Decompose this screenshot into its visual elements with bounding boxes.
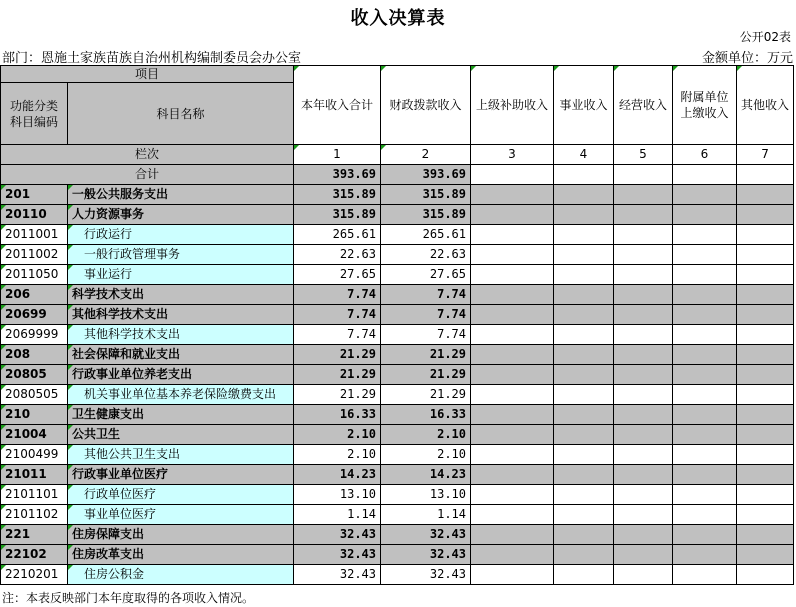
row-name: 事业运行 — [68, 265, 294, 285]
row-value-7 — [737, 285, 794, 305]
row-value-6 — [673, 225, 737, 245]
row-value-3 — [471, 345, 554, 365]
row-code: 221 — [1, 525, 68, 545]
row-value-1: 2.10 — [294, 425, 381, 445]
col-num-7: 7 — [737, 145, 794, 165]
header-col-4: 事业收入 — [554, 66, 614, 145]
row-value-4 — [554, 505, 614, 525]
table-row — [1, 285, 794, 305]
table-row — [1, 485, 794, 505]
row-code: 2011050 — [1, 265, 68, 285]
row-value-6 — [673, 445, 737, 465]
row-value-3 — [471, 265, 554, 285]
row-name: 住房公积金 — [68, 565, 294, 585]
row-value-4 — [554, 305, 614, 325]
row-code: 20110 — [1, 205, 68, 225]
row-value-1: 16.33 — [294, 405, 381, 425]
row-value-4 — [554, 525, 614, 545]
row-value-7 — [737, 245, 794, 265]
header-col-2: 财政拨款收入 — [381, 66, 471, 145]
total-value-7 — [737, 165, 794, 185]
row-value-3 — [471, 485, 554, 505]
row-value-5 — [614, 345, 673, 365]
row-value-1: 1.14 — [294, 505, 381, 525]
total-label: 合计 — [1, 165, 294, 185]
row-name: 人力资源事务 — [68, 205, 294, 225]
row-value-1: 14.23 — [294, 465, 381, 485]
row-name: 科学技术支出 — [68, 285, 294, 305]
table-row — [1, 425, 794, 445]
total-value-2: 393.69 — [381, 165, 471, 185]
row-value-2: 21.29 — [381, 385, 471, 405]
row-value-7 — [737, 425, 794, 445]
row-value-1: 315.89 — [294, 205, 381, 225]
row-name: 行政事业单位医疗 — [68, 465, 294, 485]
department-label: 部门：恩施土家族苗族自治州机构编制委员会办公室 — [2, 51, 302, 66]
row-value-6 — [673, 505, 737, 525]
row-value-4 — [554, 325, 614, 345]
table-row — [1, 225, 794, 245]
row-value-7 — [737, 385, 794, 405]
header-project: 项目 — [1, 66, 294, 83]
total-value-6 — [673, 165, 737, 185]
table-row — [1, 545, 794, 565]
row-value-3 — [471, 565, 554, 585]
row-value-3 — [471, 525, 554, 545]
row-value-5 — [614, 525, 673, 545]
row-value-3 — [471, 225, 554, 245]
row-value-3 — [471, 205, 554, 225]
row-value-6 — [673, 345, 737, 365]
header-col-7: 其他收入 — [737, 66, 794, 145]
row-name: 机关事业单位基本养老保险缴费支出 — [68, 385, 294, 405]
table-row — [1, 305, 794, 325]
row-value-4 — [554, 345, 614, 365]
table-row — [1, 465, 794, 485]
table-row — [1, 445, 794, 465]
row-value-5 — [614, 465, 673, 485]
amount-unit: 金额单位：万元 — [701, 51, 793, 66]
row-value-3 — [471, 245, 554, 265]
row-code: 2011002 — [1, 245, 68, 265]
row-value-1: 7.74 — [294, 305, 381, 325]
row-name: 事业单位医疗 — [68, 505, 294, 525]
header-code: 功能分类 科目编码 — [1, 83, 68, 145]
row-value-7 — [737, 525, 794, 545]
row-name: 其他公共卫生支出 — [68, 445, 294, 465]
row-name: 一般行政管理事务 — [68, 245, 294, 265]
row-value-2: 315.89 — [381, 185, 471, 205]
row-value-4 — [554, 465, 614, 485]
row-value-4 — [554, 485, 614, 505]
income-table — [0, 65, 794, 585]
table-row — [1, 185, 794, 205]
row-value-1: 22.63 — [294, 245, 381, 265]
row-value-7 — [737, 345, 794, 365]
row-value-1: 2.10 — [294, 445, 381, 465]
row-name: 行政单位医疗 — [68, 485, 294, 505]
row-value-5 — [614, 385, 673, 405]
header-lanci: 栏次 — [1, 145, 294, 165]
row-value-2: 1.14 — [381, 505, 471, 525]
row-value-6 — [673, 245, 737, 265]
row-value-4 — [554, 225, 614, 245]
row-value-6 — [673, 285, 737, 305]
row-value-7 — [737, 225, 794, 245]
row-value-1: 7.74 — [294, 325, 381, 345]
row-name: 其他科学技术支出 — [68, 305, 294, 325]
row-value-3 — [471, 305, 554, 325]
row-value-7 — [737, 205, 794, 225]
row-code: 20805 — [1, 365, 68, 385]
row-value-2: 315.89 — [381, 205, 471, 225]
row-code: 2101101 — [1, 485, 68, 505]
row-value-3 — [471, 285, 554, 305]
row-value-4 — [554, 265, 614, 285]
header-row-project — [1, 66, 794, 83]
header-col-1: 本年收入合计 — [294, 66, 381, 145]
row-value-7 — [737, 465, 794, 485]
row-value-4 — [554, 245, 614, 265]
row-code: 20699 — [1, 305, 68, 325]
row-value-4 — [554, 285, 614, 305]
row-value-1: 21.29 — [294, 365, 381, 385]
table-row — [1, 565, 794, 585]
col-num-2: 2 — [381, 145, 471, 165]
row-value-4 — [554, 545, 614, 565]
row-code: 208 — [1, 345, 68, 365]
row-value-2: 265.61 — [381, 225, 471, 245]
row-value-6 — [673, 465, 737, 485]
row-value-6 — [673, 325, 737, 345]
row-value-5 — [614, 565, 673, 585]
row-value-7 — [737, 565, 794, 585]
row-value-5 — [614, 245, 673, 265]
row-code: 22102 — [1, 545, 68, 565]
row-value-2: 7.74 — [381, 305, 471, 325]
table-row — [1, 205, 794, 225]
row-name: 公共卫生 — [68, 425, 294, 445]
row-name: 行政运行 — [68, 225, 294, 245]
row-value-4 — [554, 185, 614, 205]
row-value-7 — [737, 445, 794, 465]
row-value-3 — [471, 505, 554, 525]
row-value-7 — [737, 325, 794, 345]
row-value-7 — [737, 185, 794, 205]
row-value-6 — [673, 545, 737, 565]
row-code: 21011 — [1, 465, 68, 485]
row-value-5 — [614, 225, 673, 245]
row-value-1: 265.61 — [294, 225, 381, 245]
row-value-6 — [673, 205, 737, 225]
row-value-6 — [673, 405, 737, 425]
row-code: 210 — [1, 405, 68, 425]
row-value-1: 32.43 — [294, 545, 381, 565]
table-row — [1, 385, 794, 405]
row-value-1: 32.43 — [294, 525, 381, 545]
col-num-6: 6 — [673, 145, 737, 165]
row-value-7 — [737, 405, 794, 425]
row-value-3 — [471, 385, 554, 405]
row-code: 2210201 — [1, 565, 68, 585]
row-value-6 — [673, 365, 737, 385]
row-value-4 — [554, 425, 614, 445]
row-value-1: 315.89 — [294, 185, 381, 205]
row-value-4 — [554, 365, 614, 385]
row-value-6 — [673, 185, 737, 205]
row-name: 其他科学技术支出 — [68, 325, 294, 345]
row-value-4 — [554, 205, 614, 225]
col-num-5: 5 — [614, 145, 673, 165]
row-value-1: 32.43 — [294, 565, 381, 585]
total-value-4 — [554, 165, 614, 185]
form-code: 公开02表 — [739, 30, 791, 44]
col-num-3: 3 — [471, 145, 554, 165]
table-body — [1, 66, 794, 585]
row-value-5 — [614, 185, 673, 205]
row-value-2: 22.63 — [381, 245, 471, 265]
row-value-5 — [614, 405, 673, 425]
row-name: 住房改革支出 — [68, 545, 294, 565]
header-col-5: 经营收入 — [614, 66, 673, 145]
row-code: 206 — [1, 285, 68, 305]
table-row — [1, 345, 794, 365]
row-value-2: 7.74 — [381, 325, 471, 345]
row-value-6 — [673, 385, 737, 405]
total-value-5 — [614, 165, 673, 185]
row-value-3 — [471, 545, 554, 565]
row-value-2: 14.23 — [381, 465, 471, 485]
row-value-2: 2.10 — [381, 445, 471, 465]
row-value-5 — [614, 365, 673, 385]
header-row-lanci — [1, 145, 794, 165]
row-value-5 — [614, 545, 673, 565]
row-code: 2069999 — [1, 325, 68, 345]
row-code: 21004 — [1, 425, 68, 445]
row-value-3 — [471, 425, 554, 445]
table-row — [1, 525, 794, 545]
footnote: 注：本表反映部门本年度取得的各项收入情况。 — [2, 591, 255, 605]
row-value-2: 27.65 — [381, 265, 471, 285]
row-name: 一般公共服务支出 — [68, 185, 294, 205]
row-value-3 — [471, 445, 554, 465]
row-value-5 — [614, 425, 673, 445]
row-value-7 — [737, 545, 794, 565]
row-value-7 — [737, 305, 794, 325]
row-value-5 — [614, 445, 673, 465]
row-value-3 — [471, 465, 554, 485]
row-value-2: 32.43 — [381, 525, 471, 545]
row-value-6 — [673, 485, 737, 505]
report-title: 收入决算表 — [350, 8, 446, 29]
row-value-4 — [554, 445, 614, 465]
row-value-1: 13.10 — [294, 485, 381, 505]
row-name: 卫生健康支出 — [68, 405, 294, 425]
col-num-1: 1 — [294, 145, 381, 165]
row-value-6 — [673, 565, 737, 585]
row-value-3 — [471, 325, 554, 345]
row-value-5 — [614, 285, 673, 305]
table-row — [1, 245, 794, 265]
total-value-1: 393.69 — [294, 165, 381, 185]
table-row — [1, 325, 794, 345]
row-value-6 — [673, 265, 737, 285]
row-value-2: 32.43 — [381, 565, 471, 585]
row-value-6 — [673, 305, 737, 325]
row-value-5 — [614, 505, 673, 525]
row-code: 2080505 — [1, 385, 68, 405]
table-row — [1, 265, 794, 285]
header-name: 科目名称 — [68, 83, 294, 145]
row-value-7 — [737, 365, 794, 385]
row-value-5 — [614, 265, 673, 285]
total-row — [1, 165, 794, 185]
row-value-6 — [673, 525, 737, 545]
table-row — [1, 505, 794, 525]
row-value-7 — [737, 265, 794, 285]
row-name: 住房保障支出 — [68, 525, 294, 545]
row-value-5 — [614, 205, 673, 225]
row-value-3 — [471, 365, 554, 385]
row-value-4 — [554, 565, 614, 585]
row-code: 2100499 — [1, 445, 68, 465]
table-row — [1, 365, 794, 385]
row-value-4 — [554, 385, 614, 405]
row-value-1: 27.65 — [294, 265, 381, 285]
row-code: 2101102 — [1, 505, 68, 525]
total-value-3 — [471, 165, 554, 185]
row-name: 社会保障和就业支出 — [68, 345, 294, 365]
row-value-1: 21.29 — [294, 385, 381, 405]
row-value-2: 7.74 — [381, 285, 471, 305]
col-num-4: 4 — [554, 145, 614, 165]
row-value-5 — [614, 325, 673, 345]
row-value-1: 7.74 — [294, 285, 381, 305]
row-value-3 — [471, 405, 554, 425]
row-code: 201 — [1, 185, 68, 205]
row-value-2: 21.29 — [381, 345, 471, 365]
row-value-2: 21.29 — [381, 365, 471, 385]
row-value-2: 32.43 — [381, 545, 471, 565]
row-value-5 — [614, 485, 673, 505]
row-value-5 — [614, 305, 673, 325]
row-name: 行政事业单位养老支出 — [68, 365, 294, 385]
header-col-6: 附属单位 上缴收入 — [673, 66, 737, 145]
header-col-3: 上级补助收入 — [471, 66, 554, 145]
row-value-4 — [554, 405, 614, 425]
row-value-2: 16.33 — [381, 405, 471, 425]
row-value-7 — [737, 485, 794, 505]
row-code: 2011001 — [1, 225, 68, 245]
table-row — [1, 405, 794, 425]
row-value-2: 13.10 — [381, 485, 471, 505]
row-value-7 — [737, 505, 794, 525]
row-value-1: 21.29 — [294, 345, 381, 365]
row-value-6 — [673, 425, 737, 445]
row-value-2: 2.10 — [381, 425, 471, 445]
row-value-3 — [471, 185, 554, 205]
